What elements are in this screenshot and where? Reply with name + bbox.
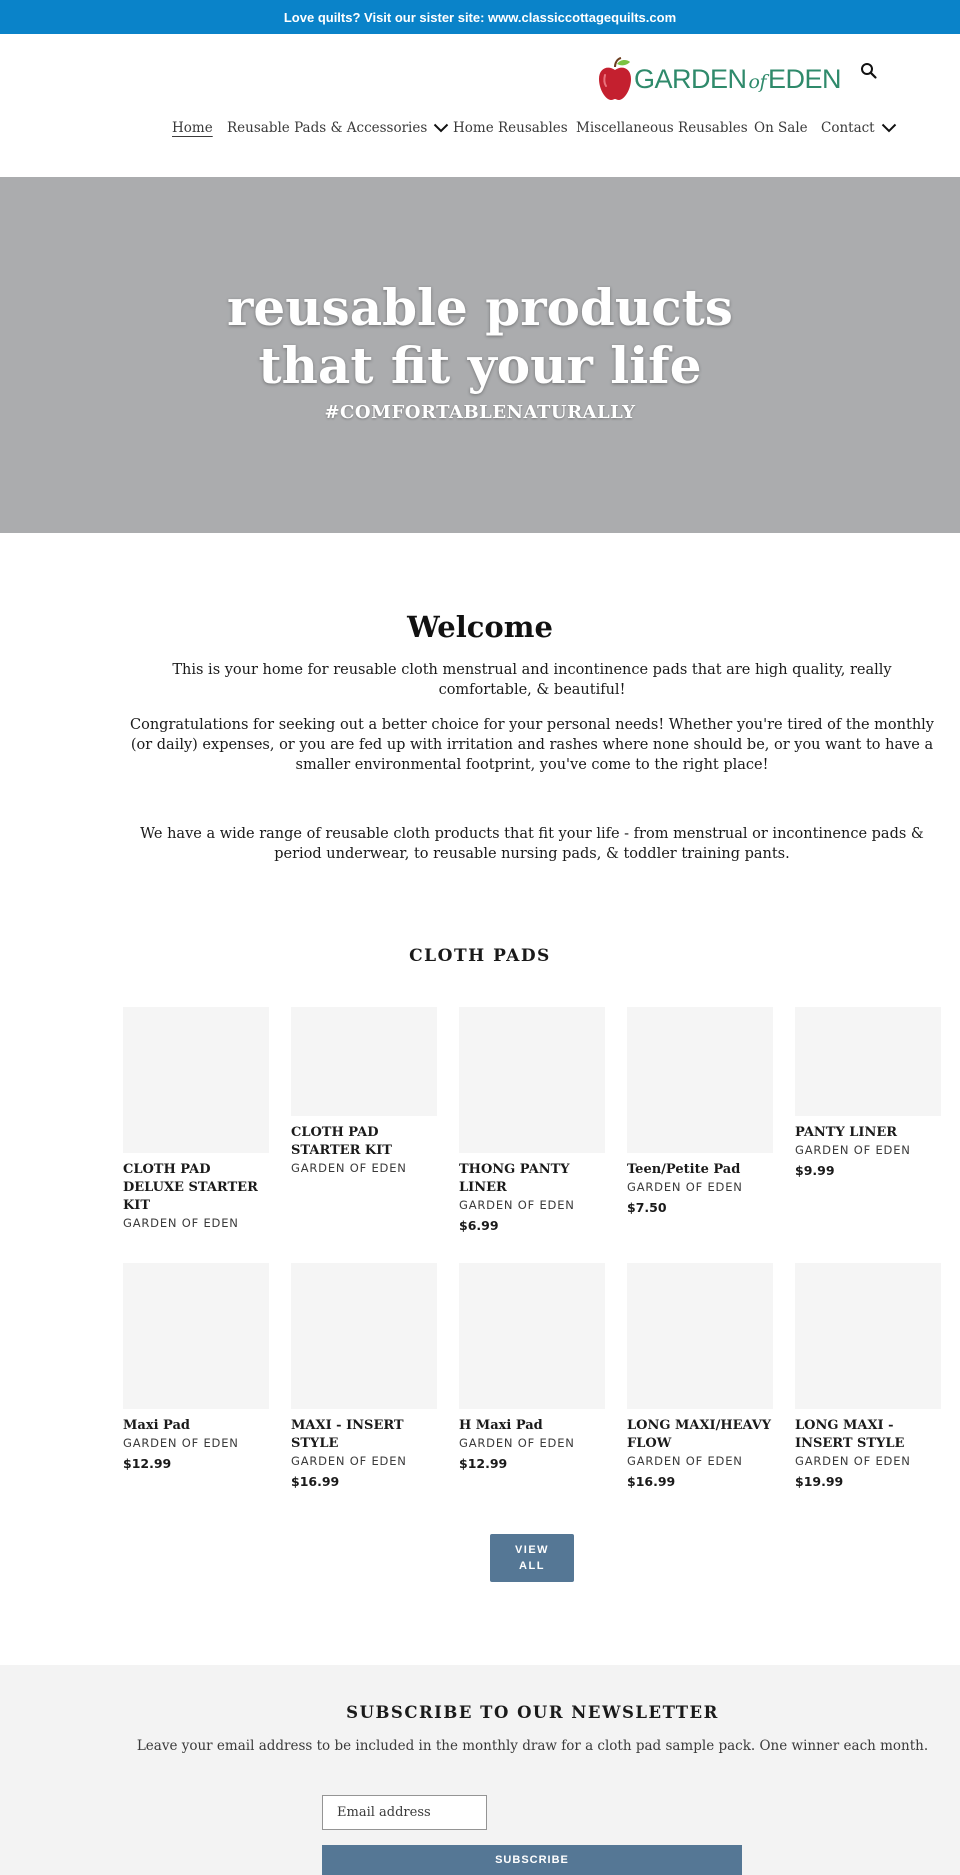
nav-item-label: Contact bbox=[821, 120, 875, 136]
product-name[interactable]: Teen/Petite Pad bbox=[627, 1162, 741, 1177]
product-card[interactable] bbox=[291, 1263, 437, 1489]
product-image-placeholder[interactable] bbox=[459, 1007, 605, 1153]
product-price: $12.99 bbox=[459, 1456, 508, 1471]
product-image-placeholder[interactable] bbox=[795, 1007, 941, 1116]
product-name[interactable]: CLOTH PAD DELUXE STARTER KIT bbox=[123, 1162, 258, 1213]
hero-title-line-2: that fit your life bbox=[258, 336, 702, 395]
product-image-placeholder[interactable] bbox=[627, 1263, 773, 1409]
nav-item-on-sale[interactable] bbox=[754, 120, 808, 136]
product-name[interactable]: MAXI - INSERT STYLE bbox=[291, 1418, 404, 1451]
product-vendor: GARDEN OF EDEN bbox=[459, 1198, 575, 1212]
nav-item-label: On Sale bbox=[754, 120, 808, 136]
product-card[interactable] bbox=[795, 1263, 941, 1489]
nav-item-reusable-pads[interactable] bbox=[227, 120, 449, 136]
email-input[interactable] bbox=[322, 1795, 487, 1830]
nav-item-label: Home Reusables bbox=[453, 120, 568, 136]
product-card[interactable] bbox=[459, 1263, 605, 1471]
product-image-placeholder[interactable] bbox=[123, 1263, 269, 1409]
product-card[interactable] bbox=[627, 1007, 773, 1215]
product-vendor: GARDEN OF EDEN bbox=[795, 1454, 911, 1468]
announcement-text[interactable]: Love quilts? Visit our sister site: www.classiccottagequilts.com bbox=[283, 9, 677, 25]
product-price: $7.50 bbox=[627, 1200, 667, 1215]
product-vendor: GARDEN OF EDEN bbox=[123, 1436, 239, 1450]
welcome-title: Welcome bbox=[407, 610, 553, 644]
announcement-bar[interactable] bbox=[0, 0, 960, 34]
hero-title-line-1: reusable products bbox=[227, 278, 733, 337]
site-logo[interactable] bbox=[598, 54, 841, 104]
product-card[interactable] bbox=[627, 1263, 773, 1489]
view-all-button[interactable] bbox=[490, 1534, 574, 1582]
product-price: $19.99 bbox=[795, 1474, 844, 1489]
search-icon[interactable] bbox=[860, 62, 882, 84]
product-vendor: GARDEN OF EDEN bbox=[795, 1143, 911, 1157]
product-name[interactable]: H Maxi Pad bbox=[459, 1418, 543, 1433]
product-vendor: GARDEN OF EDEN bbox=[291, 1454, 407, 1468]
product-card[interactable] bbox=[795, 1007, 941, 1178]
hero-title bbox=[0, 279, 960, 395]
newsletter-section bbox=[0, 1665, 960, 1875]
view-all-label-line-1: VIEW bbox=[514, 1544, 550, 1556]
product-price: $16.99 bbox=[291, 1474, 340, 1489]
welcome-paragraph-2: Congratulations for seeking out a better choice for your personal needs! Whether you're tired of the monthly (or daily) expenses, or you are fed up with irritation and rashes where none should be, or you want to have a smaller environmental footprint, you've come to the right place! bbox=[130, 717, 934, 773]
welcome-paragraph-3: We have a wide range of reusable cloth products that fit your life - from menstrual or incontinence pads & period underwear, to reusable nursing pads, & toddler training pants. bbox=[140, 826, 924, 862]
logo-word-garden: GARDEN bbox=[634, 63, 747, 94]
product-vendor: GARDEN OF EDEN bbox=[123, 1216, 239, 1230]
product-price: $12.99 bbox=[123, 1456, 172, 1471]
product-card[interactable] bbox=[291, 1007, 437, 1175]
nav-item-misc-reusables[interactable] bbox=[576, 120, 748, 136]
product-card[interactable] bbox=[459, 1007, 605, 1233]
nav-item-label: Reusable Pads & Accessories bbox=[227, 120, 428, 136]
nav-item-home[interactable] bbox=[172, 120, 213, 136]
product-image-placeholder[interactable] bbox=[291, 1007, 437, 1116]
product-name[interactable]: PANTY LINER bbox=[795, 1125, 898, 1140]
product-card[interactable] bbox=[123, 1263, 269, 1471]
welcome-paragraph-1: This is your home for reusable cloth menstrual and incontinence pads that are high quality, really comfortable, & beautiful! bbox=[172, 662, 892, 698]
product-price: $16.99 bbox=[627, 1474, 676, 1489]
product-name[interactable]: Maxi Pad bbox=[123, 1418, 190, 1433]
product-name[interactable]: LONG MAXI/HEAVY FLOW bbox=[627, 1418, 772, 1451]
logo-word-eden: EDEN bbox=[768, 63, 842, 94]
nav-item-home-reusables[interactable] bbox=[453, 120, 568, 136]
product-vendor: GARDEN OF EDEN bbox=[627, 1180, 743, 1194]
logo-word-of: of bbox=[748, 70, 766, 93]
product-price: $9.99 bbox=[795, 1163, 835, 1178]
collection-title: CLOTH PADS bbox=[409, 946, 551, 966]
logo-wordmark bbox=[634, 64, 841, 95]
product-vendor: GARDEN OF EDEN bbox=[459, 1436, 575, 1450]
site-header bbox=[0, 34, 960, 177]
product-image-placeholder[interactable] bbox=[459, 1263, 605, 1409]
product-vendor: GARDEN OF EDEN bbox=[627, 1454, 743, 1468]
product-image-placeholder[interactable] bbox=[123, 1007, 269, 1153]
apple-logo-icon bbox=[598, 57, 632, 101]
nav-item-contact[interactable] bbox=[821, 120, 897, 136]
hero-banner bbox=[0, 177, 960, 533]
product-card[interactable] bbox=[123, 1007, 269, 1230]
view-all-label-line-2: ALL bbox=[519, 1560, 545, 1572]
product-vendor: GARDEN OF EDEN bbox=[291, 1161, 407, 1175]
chevron-down-icon bbox=[433, 123, 449, 133]
product-image-placeholder[interactable] bbox=[627, 1007, 773, 1153]
nav-item-label: Home bbox=[172, 120, 213, 136]
product-name[interactable]: CLOTH PAD STARTER KIT bbox=[291, 1125, 392, 1158]
newsletter-description: Leave your email address to be included in the monthly draw for a cloth pad sample pack. One winner each month. bbox=[136, 1738, 929, 1754]
product-image-placeholder[interactable] bbox=[795, 1263, 941, 1409]
product-name[interactable]: LONG MAXI - INSERT STYLE bbox=[795, 1418, 905, 1451]
subscribe-button[interactable]: SUBSCRIBE bbox=[322, 1845, 742, 1875]
hero-subtitle: #COMFORTABLENATURALLY bbox=[324, 402, 636, 423]
nav-item-label: Miscellaneous Reusables bbox=[576, 120, 748, 136]
product-price: $6.99 bbox=[459, 1218, 499, 1233]
product-name[interactable]: THONG PANTY LINER bbox=[459, 1162, 570, 1195]
newsletter-title: SUBSCRIBE TO OUR NEWSLETTER bbox=[346, 1703, 719, 1722]
product-image-placeholder[interactable] bbox=[291, 1263, 437, 1409]
chevron-down-icon bbox=[881, 123, 897, 133]
main-nav bbox=[0, 120, 960, 150]
